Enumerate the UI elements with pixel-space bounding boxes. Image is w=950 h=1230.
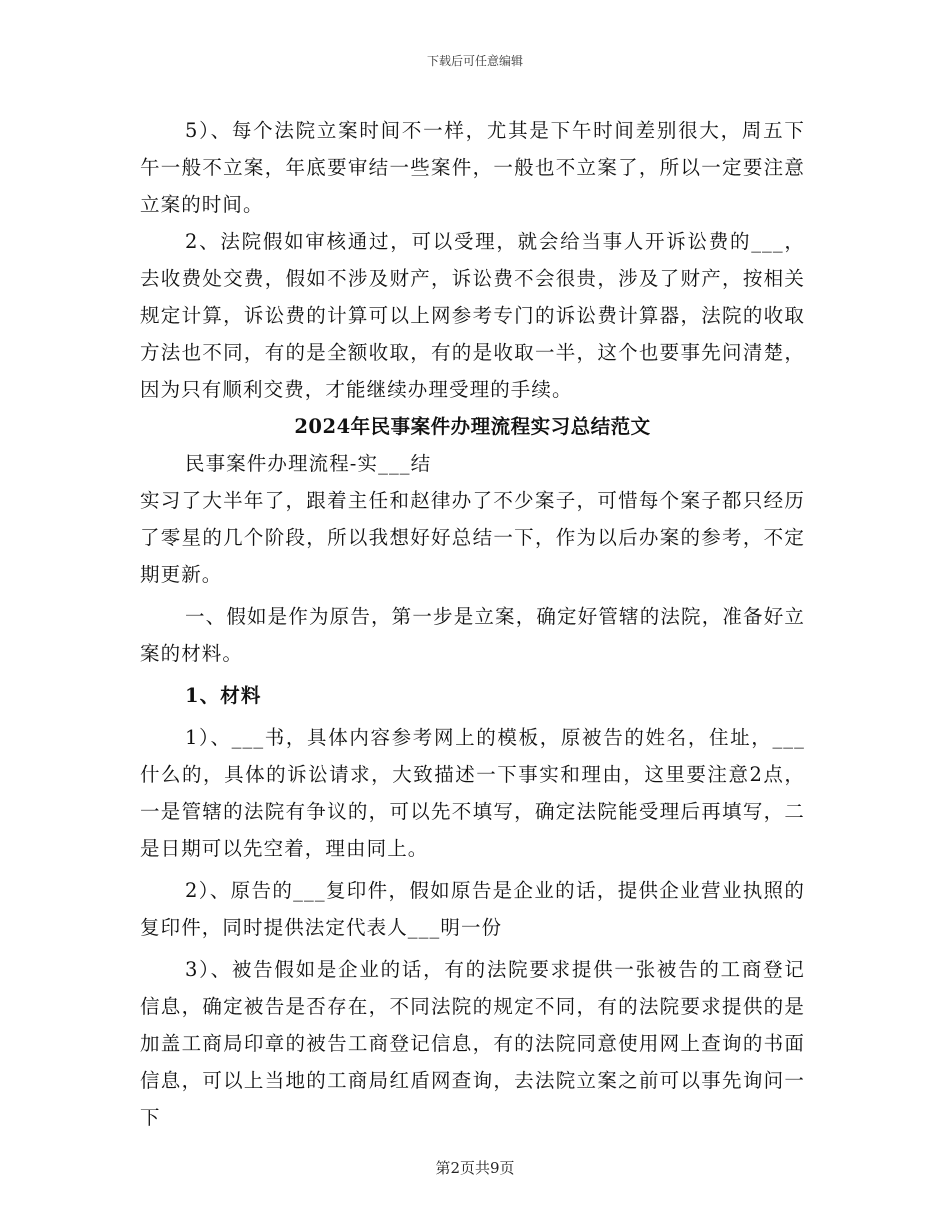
paragraph-defendant-info: 3）、被告假如是企业的话，有的法院要求提供一张被告的工商登记信息，确定被告是否存在，不同法院的规定不同，有的法院要求提供的是加盖工商局印章的被告工商登记信息，有的法院同意使用网上查询的书面信息，可以上当地的工商局红盾网查询，去法院立案之前可以事先询问一下	[140, 958, 805, 1129]
paragraph-plaintiff-step: 一、假如是作为原告，第一步是立案，确定好管辖的法院，准备好立案的材料。	[140, 605, 805, 665]
document-subtitle: 民事案件办理流程-实___结	[185, 452, 432, 475]
section-heading-materials: 1、材料	[185, 684, 262, 707]
paragraph-plaintiff-id: 2）、原告的___复印件，假如原告是企业的话，提供企业营业执照的复印件，同时提供法定代表人___明一份	[140, 879, 805, 939]
page-header: 下载后可任意编辑	[426, 54, 523, 68]
document-body	[140, 112, 805, 1136]
document-title: 2024年民事案件办理流程实习总结范文	[294, 415, 651, 438]
paragraph-intro: 实习了大半年了，跟着主任和赵律办了不少案子，可惜每个案子都只经历了零星的几个阶段，所以我想好好总结一下，作为以后办案的参考，不定期更新。	[140, 489, 805, 586]
page-footer: 第2页共9页	[435, 1159, 515, 1177]
paragraph-filing-time: 5）、每个法院立案时间不一样，尤其是下午时间差别很大，周五下午一般不立案，年底要审结一些案件，一般也不立案了，所以一定要注意立案的时间。	[140, 119, 805, 216]
paragraph-litigation-fee: 2、法院假如审核通过，可以受理，就会给当事人开诉讼费的___，去收费处交费，假如不涉及财产，诉讼费不会很贵，涉及了财产，按相关规定计算，诉讼费的计算可以上网参考专门的诉讼费计算器，法院的收取方法也不同，有的是全额收取，有的是收取一半，这个也要事先问清楚，因为只有顺利交费，才能继续办理受理的手续。	[140, 230, 805, 401]
paragraph-complaint: 1）、___书，具体内容参考网上的模板，原被告的姓名，住址，___什么的，具体的诉讼请求，大致描述一下事实和理由，这里要注意2点，一是管辖的法院有争议的，可以先不填写，确定法院能受理后再填写，二是日期可以先空着，理由同上。	[140, 726, 805, 860]
